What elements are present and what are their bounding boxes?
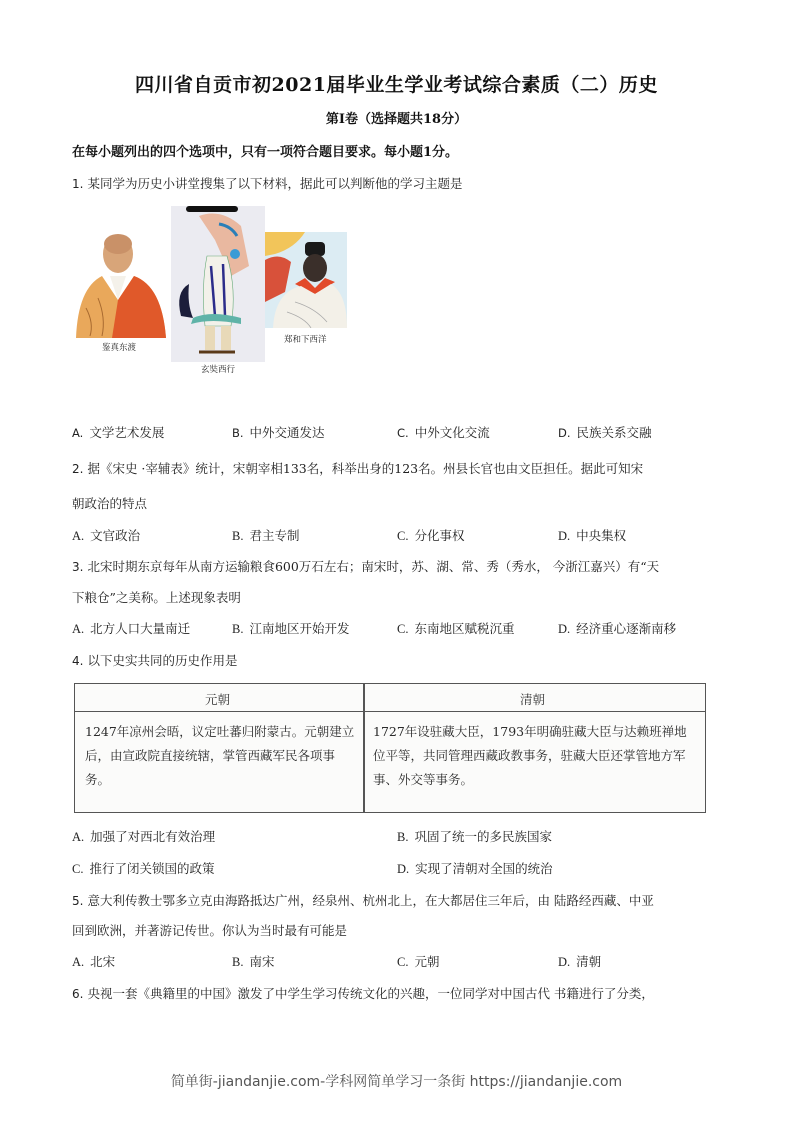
question-text: 央视一套《典籍里的中国》激发了中学生学习传统文化的兴趣，一位同学对中国古代 书籍进行了分类， <box>87 986 654 1001</box>
option-b[interactable]: B. 中外交通发达 <box>232 425 325 440</box>
image-caption: 鉴真东渡 <box>102 343 137 353</box>
option-c[interactable]: C. 推行了闭关锁国的政策 <box>72 861 215 876</box>
question-text: 意大利传教士鄂多立克由海路抵达广州，经泉州、杭州北上，在大都居住三年后，由 陆路经西藏、中亚 <box>87 893 654 908</box>
table-header-qing: 清朝 <box>520 692 546 707</box>
pilgrim-painting-image <box>171 206 265 362</box>
monk-portrait-image <box>72 228 168 340</box>
question-number: 1. <box>72 177 84 191</box>
option-b[interactable]: B. 江南地区开始开发 <box>232 621 350 636</box>
question-text-continued: 朝政治的特点 <box>72 496 148 511</box>
option-a[interactable]: A. 北宋 <box>72 954 116 969</box>
option-d[interactable]: D. 经济重心逐渐南移 <box>558 621 677 636</box>
question-5 <box>72 891 654 909</box>
question-6 <box>72 984 654 1002</box>
section-heading: 第Ⅰ卷（选择题共18分） <box>325 112 468 127</box>
question-number: 4. <box>72 654 84 668</box>
table-divider <box>363 684 365 812</box>
option-a[interactable]: A. 北方人口大量南迁 <box>72 621 191 636</box>
table-cell-yuan: 1247年凉州会晤，议定吐蕃归附蒙古。元朝建立后，由宣政院直接统辖，掌管西藏军民各项事务。 <box>85 724 355 787</box>
image-caption: 郑和下西洋 <box>284 335 327 345</box>
option-b[interactable]: B. 君主专制 <box>232 528 300 543</box>
question-text: 某同学为历史小讲堂搜集了以下材料，据此可以判断他的学习主题是 <box>87 176 463 191</box>
page-footer-link[interactable]: 简单街-jiandanjie.com-学科网简单学习一条街 https://jiandanjie.com <box>170 1074 623 1090</box>
question-text: 北宋时期东京每年从南方运输粮食600万石左右；南宋时，苏、湖、常、秀（秀水， 今浙江嘉兴）有“天 <box>87 559 660 574</box>
option-d[interactable]: D. 民族关系交融 <box>558 425 652 440</box>
option-b[interactable]: B. 南宋 <box>232 954 275 969</box>
admiral-portrait-image <box>265 232 347 328</box>
option-c[interactable]: C. 元朝 <box>397 954 440 969</box>
question-2 <box>72 459 643 477</box>
question-4 <box>72 651 237 669</box>
question-text: 以下史实共同的历史作用是 <box>87 653 238 668</box>
question-3 <box>72 557 659 575</box>
question-number: 6. <box>72 987 84 1001</box>
question-text-continued: 下粮仓”之美称。上述现象表明 <box>72 590 241 605</box>
option-d[interactable]: D. 实现了清朝对全国的统治 <box>397 861 553 876</box>
option-c[interactable]: C. 东南地区赋税沉重 <box>397 621 515 636</box>
option-d[interactable]: D. 中央集权 <box>558 528 627 543</box>
section-instruction: 在每小题列出的四个选项中，只有一项符合题目要求。每小题1分。 <box>72 145 459 160</box>
history-comparison-table <box>74 683 706 813</box>
option-c[interactable]: C. 分化事权 <box>397 528 465 543</box>
question-text: 据《宋史 ·宰辅表》统计，宋朝宰相133名，科举出身的123名。州县长官也由文臣担任。据此可知宋 <box>87 461 644 476</box>
table-header-row <box>75 684 705 712</box>
table-header-yuan: 元朝 <box>205 692 231 707</box>
question-number: 2. <box>72 462 84 476</box>
option-b[interactable]: B. 巩固了统一的多民族国家 <box>397 829 552 844</box>
image-caption: 玄奘西行 <box>201 365 236 375</box>
question-number: 3. <box>72 560 84 574</box>
option-a[interactable]: A. 文学艺术发展 <box>72 425 165 440</box>
question-text-continued: 回到欧洲，并著游记传世。你认为当时最有可能是 <box>72 923 348 938</box>
option-d[interactable]: D. 清朝 <box>558 954 602 969</box>
exam-title: 四川省自贡市初2021届毕业生学业考试综合素质（二）历史 <box>135 74 658 96</box>
option-a[interactable]: A. 加强了对西北有效治理 <box>72 829 216 844</box>
option-a[interactable]: A. 文官政治 <box>72 528 141 543</box>
question-1 <box>72 174 462 192</box>
table-cell-qing: 1727年设驻藏大臣，1793年明确驻藏大臣与达赖班禅地位平等，共同管理西藏政教事务，驻藏大臣还掌管地方军事、外交等事务。 <box>373 724 687 787</box>
question-number: 5. <box>72 894 84 908</box>
option-c[interactable]: C. 中外文化交流 <box>397 425 490 440</box>
